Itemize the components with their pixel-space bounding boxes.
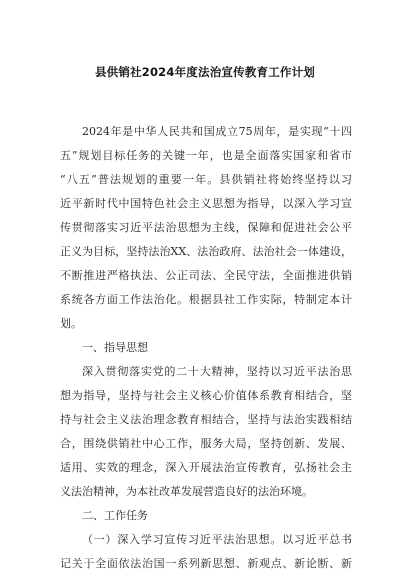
paragraph-line: 五”规划目标任务的关键一年，也是全面落实国家和省市	[60, 149, 352, 162]
paragraph-line: 近平新时代中国特色社会主义思想为指导，以深入学习宣	[60, 197, 352, 210]
document-body	[60, 120, 352, 576]
document-title: 县供销社2024年度法治宣传教育工作计划	[94, 65, 315, 79]
paragraph-line: 记关于全面依法治国一系列新思想、新观点、新论断、新	[60, 557, 352, 570]
section-heading-work-tasks: 二、工作任务	[82, 509, 148, 522]
guiding-ideology-paragraph	[60, 360, 352, 504]
paragraph-line: 传贯彻落实习近平法治思想为主线，保障和促进社会公平	[60, 221, 352, 234]
paragraph-line: 想为指导，坚持与社会主义核心价值体系教育相结合，坚	[60, 389, 352, 402]
section-heading-guiding-ideology: 一、指导思想	[82, 341, 148, 354]
paragraph-line: 2024年是中华人民共和国成立75周年，是实现“十四	[82, 125, 352, 138]
paragraph-line: 不断推进严格执法、公正司法、全民守法，全面推进供销	[60, 269, 352, 282]
paragraph-line: 义法治精神，为本社改革发展营造良好的法治环境。	[60, 485, 313, 498]
paragraph-line: 深入贯彻落实党的二十大精神，坚持以习近平法治思	[82, 365, 352, 378]
paragraph-line: 划。	[60, 317, 82, 330]
paragraph-line: 正义为目标，坚持法治XX、法治政府、法治社会一体建设，	[60, 245, 352, 258]
intro-paragraph	[60, 120, 352, 336]
paragraph-line: （一）深入学习宣传习近平法治思想。以习近平总书	[82, 533, 352, 546]
work-tasks-paragraph	[60, 528, 352, 576]
paragraph-line: 持与社会主义法治理念教育相结合，坚持与法治实践相结	[60, 413, 352, 426]
paragraph-line: 合，围绕供销社中心工作，服务大局，坚持创新、发展、	[60, 437, 352, 450]
paragraph-line: 系统各方面工作法治化。根据县社工作实际，特制定本计	[60, 293, 352, 306]
paragraph-line: “八五”普法规划的重要一年。县供销社将始终坚持以习	[60, 173, 352, 186]
paragraph-line: 适用、实效的理念，深入开展法治宣传教育，弘扬社会主	[60, 461, 352, 474]
